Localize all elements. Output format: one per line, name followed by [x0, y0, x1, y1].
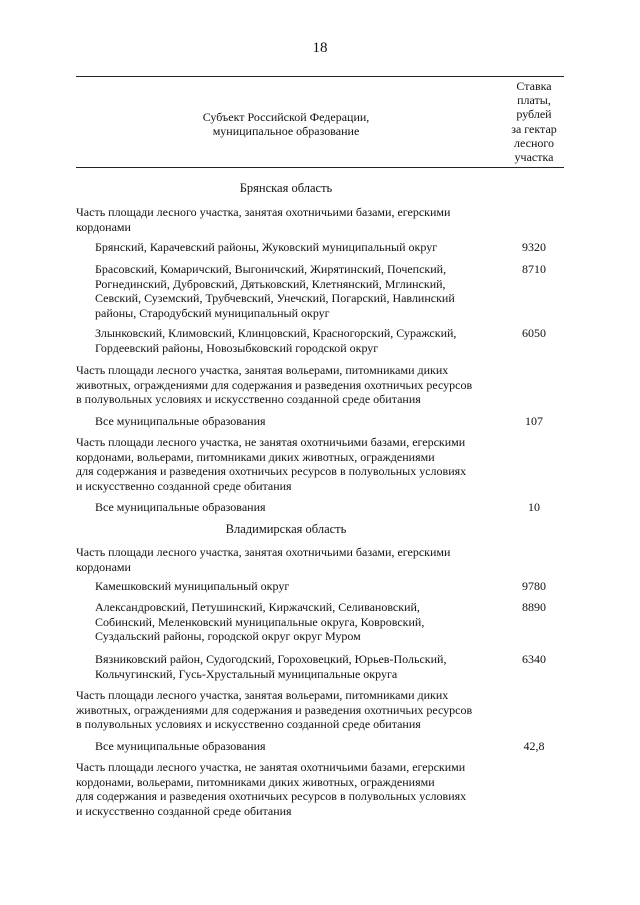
header-line: платы,	[517, 93, 551, 108]
region-heading: Владимирская область	[225, 522, 347, 536]
table-row-rate: 8710	[522, 262, 546, 276]
table-row-label	[95, 739, 495, 754]
text-line: кордонами, вольерами, питомниками диких животных, ограждениями	[76, 774, 435, 789]
text-line: Суздальский районы, городской округ округ Муром	[95, 629, 361, 644]
text-line: животных, ограждениями для содержания и разведения охотничьих ресурсов	[76, 377, 473, 392]
text-line: Собинский, Меленковский муниципальные округа, Ковровский,	[95, 614, 425, 629]
table-row-rate: 9320	[522, 240, 546, 254]
text-line: для содержания и разведения охотничьих ресурсов в полувольных условиях	[76, 464, 467, 479]
text-line: и искусственно созданной среде обитания	[76, 803, 292, 818]
text-line: Часть площади лесного участка, не занятая охотничьими базами, егерскими	[76, 760, 466, 774]
section-title	[76, 435, 496, 493]
table-row-label	[95, 326, 495, 355]
text-line: Часть площади лесного участка, не занятая охотничьими базами, егерскими	[76, 435, 466, 449]
text-line: в полувольных условиях и искусственно созданной среде обитания	[76, 392, 421, 407]
text-line: Камешковский муниципальный округ	[95, 579, 290, 593]
table-row-label	[95, 652, 495, 681]
header-line: Субъект Российской Федерации,	[202, 110, 370, 124]
table-row-rate: 9780	[522, 579, 546, 593]
text-line: Злынковский, Климовский, Клинцовский, Красногорский, Суражский,	[95, 326, 457, 340]
section-title	[76, 205, 496, 234]
text-line: Все муниципальные образования	[95, 739, 266, 753]
text-line: животных, ограждениями для содержания и разведения охотничьих ресурсов	[76, 702, 473, 717]
text-line: районы, Стародубский муниципальный округ	[95, 305, 330, 320]
header-line: муниципальное образование	[212, 124, 360, 138]
page-number: 18	[312, 40, 328, 56]
table-row-label	[95, 414, 495, 429]
text-line: Брасовский, Комаричский, Выгоничский, Жирятинский, Почепский,	[95, 262, 447, 276]
text-line: кордонами	[76, 219, 131, 234]
table-row-rate: 6050	[522, 326, 546, 340]
text-line: Александровский, Петушинский, Киржачский, Селивановский,	[95, 600, 420, 614]
text-line: Часть площади лесного участка, занятая вольерами, питомниками диких	[76, 688, 449, 702]
section-title	[76, 760, 496, 818]
section-title	[76, 363, 496, 407]
text-line: Все муниципальные образования	[95, 500, 266, 514]
text-line: Часть площади лесного участка, занятая охотничьими базами, егерскими	[76, 205, 451, 219]
table-row-label	[95, 500, 495, 515]
section-title	[76, 688, 496, 732]
table-header-rule	[76, 167, 564, 168]
text-line: и искусственно созданной среде обитания	[76, 478, 292, 493]
table-row-rate: 10	[528, 500, 540, 514]
header-line: участка	[514, 150, 554, 165]
text-line: Рогнединский, Дубровский, Дятьковский, Клетнянский, Мглинский,	[95, 276, 446, 291]
table-row-rate: 6340	[522, 652, 546, 666]
text-line: Часть площади лесного участка, занятая вольерами, питомниками диких	[76, 363, 449, 377]
table-row-rate: 107	[525, 414, 543, 428]
table-row-rate: 42,8	[523, 739, 545, 753]
column-header-rate	[504, 79, 564, 164]
text-line: Севский, Суземский, Трубчевский, Унечский, Погарский, Навлинский	[95, 291, 455, 306]
text-line: в полувольных условиях и искусственно созданной среде обитания	[76, 717, 421, 732]
table-row-label	[95, 579, 495, 594]
table-row-label	[95, 262, 495, 320]
table-top-rule	[76, 76, 564, 77]
text-line: кордонами, вольерами, питомниками диких животных, ограждениями	[76, 449, 435, 464]
header-line: лесного	[514, 135, 554, 150]
table-row-label	[95, 600, 495, 644]
header-line: Ставка	[516, 79, 552, 93]
text-line: кордонами	[76, 559, 131, 574]
table-row-label	[95, 240, 495, 255]
text-line: Все муниципальные образования	[95, 414, 266, 428]
header-line: рублей	[516, 107, 552, 122]
text-line: Гордеевский районы, Новозыбковский городской округ	[95, 340, 379, 355]
text-line: для содержания и разведения охотничьих ресурсов в полувольных условиях	[76, 789, 467, 804]
text-line: Вязниковский район, Судогодский, Гороховецкий, Юрьев-Польский,	[95, 652, 447, 666]
section-title	[76, 545, 496, 574]
region-heading: Брянская область	[239, 181, 333, 195]
header-line: за гектар	[511, 121, 557, 136]
table-row-rate: 8890	[522, 600, 546, 614]
text-line: Брянский, Карачевский районы, Жуковский муниципальный округ	[95, 240, 438, 254]
text-line: Часть площади лесного участка, занятая охотничьими базами, егерскими	[76, 545, 451, 559]
column-header-subject	[76, 110, 496, 138]
text-line: Кольчугинский, Гусь-Хрустальный муниципальные округа	[95, 666, 398, 681]
